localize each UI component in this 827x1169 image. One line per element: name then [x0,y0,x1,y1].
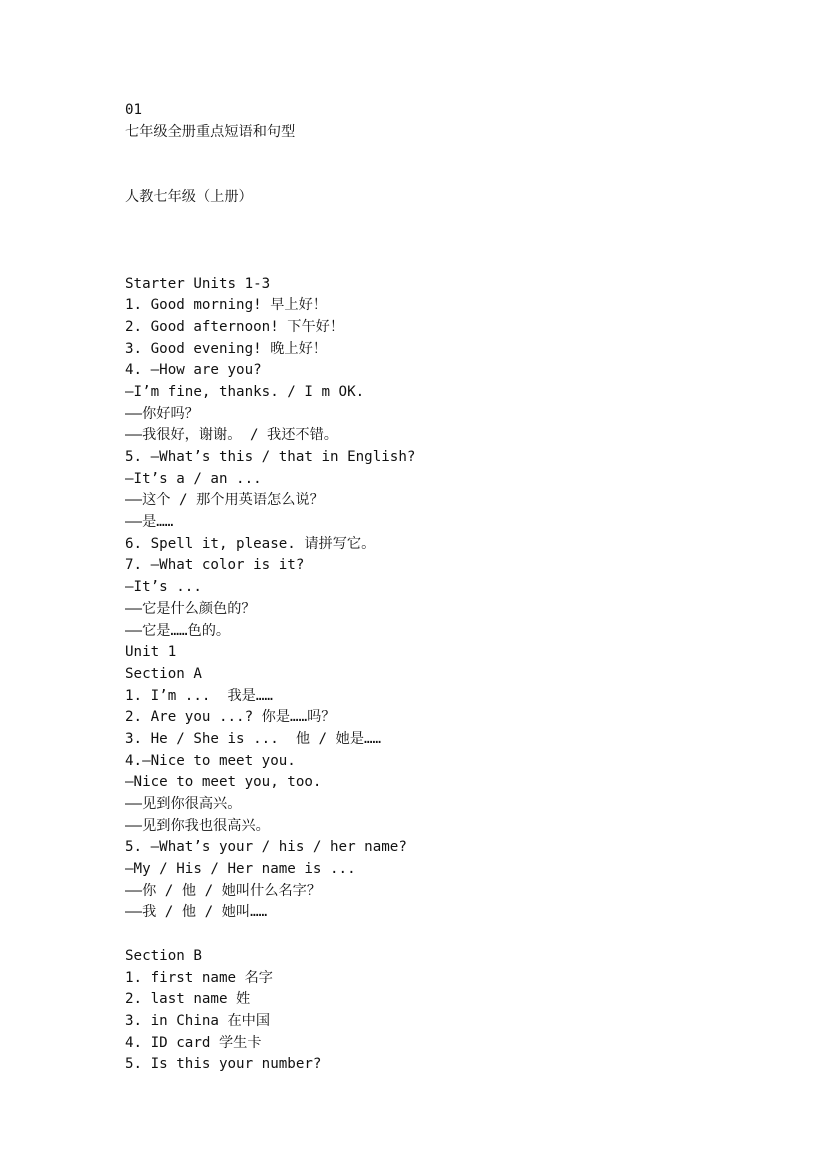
text-line: 2. Good afternoon! 下午好！ [125,318,345,335]
text-line: 七年级全册重点短语和句型 [125,123,296,140]
text-line: ——见到你我也很高兴。 [125,817,270,834]
text-line: 01 [125,102,143,118]
text-line: 3. in China 在中国 [125,1012,271,1029]
text-line: ——我 / 他 / 她叫…… [125,904,268,921]
text-line: 1. I’m ... 我是…… [125,687,273,704]
text-line: ——你 / 他 / 她叫什么名字？ [125,882,322,899]
text-line: Unit 1 [125,644,177,661]
blank-line [125,165,725,187]
document-body [125,100,725,1076]
text-line: —I’m fine, thanks. / I m OK. [125,383,365,400]
text-line: 1. Good morning! 早上好！ [125,297,327,314]
text-line: 6. Spell it, please. 请拼写它。 [125,535,376,552]
blank-line [125,252,725,274]
text-line: 7. —What color is it? [125,557,305,574]
text-line: 4.—Nice to meet you. [125,752,296,769]
text-line: 4. —How are you? [125,362,262,379]
text-line: ——它是什么颜色的？ [125,600,256,617]
text-line: ——我很好，谢谢。 / 我还不错。 [125,427,338,444]
blank-line [125,143,725,165]
blank-line [125,230,725,252]
text-line: Starter Units 1-3 [125,275,271,292]
text-line: 3. Good evening! 晚上好！ [125,340,327,357]
blank-line [125,924,725,946]
text-line: 4. ID card 学生卡 [125,1034,262,1051]
text-line: 5. —What’s your / his / her name? [125,839,407,856]
text-line: —It’s ... [125,579,202,596]
text-line: 5. Is this your number? [125,1056,322,1073]
text-line: ——它是……色的。 [125,622,231,639]
text-line: —It’s a / an ... [125,470,262,487]
text-line: 1. first name 名字 [125,969,273,986]
text-line: 5. —What’s this / that in English? [125,449,416,465]
blank-line [125,208,725,230]
text-line: 2. last name 姓 [125,991,251,1008]
text-line: ——你好吗？ [125,405,199,422]
text-line: —My / His / Her name is ... [125,861,356,878]
text-line: 人教七年级（上册） [125,188,253,205]
text-line: ——这个 / 那个用英语怎么说？ [125,492,324,509]
text-line: Section A [125,665,202,682]
text-line: —Nice to meet you, too. [125,774,322,791]
text-line: ——见到你很高兴。 [125,796,242,812]
text-line: 2. Are you ...? 你是……吗？ [125,709,336,726]
text-line: 3. He / She is ... 他 / 她是…… [125,730,382,747]
text-line: Section B [125,947,202,964]
text-line: ——是…… [125,514,174,531]
